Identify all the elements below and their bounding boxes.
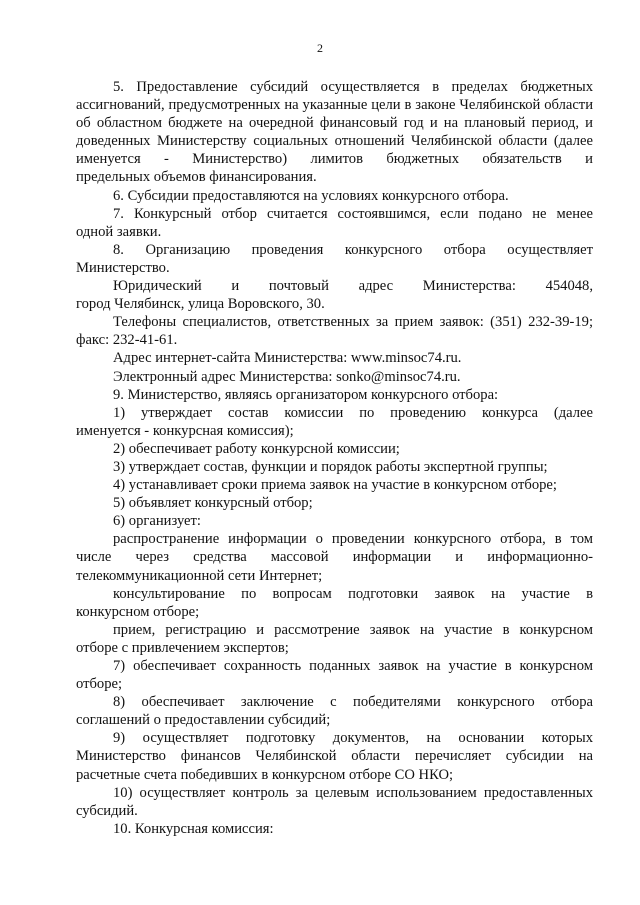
phones-end: факс: 232-41-61. — [76, 332, 178, 349]
item-8-end: соглашений о предоставлении субсидий; — [76, 712, 331, 729]
item-9-end: расчетные счета победивших в конкурсном отборе СО НКО; — [76, 766, 454, 783]
item-10-end: субсидий. — [76, 802, 138, 819]
item-2: 2) обеспечивает работу конкурсной комиссии; — [113, 440, 400, 457]
item-9-body: 9) осуществляет подготовку документов, на основании которых Министерство финансов Челябинской области перечисляет субсидии на — [76, 730, 593, 765]
item-6-distribution-body: распространение информации о проведении конкурсного отбора, в том числе через средства массовой информации и информационно- — [76, 531, 593, 566]
document-body — [76, 78, 593, 838]
item-6: 6) организует: — [113, 513, 201, 530]
paragraph-9: 9. Министерство, являясь организатором конкурсного отбора: — [113, 386, 499, 403]
paragraph-7-end: одной заявки. — [76, 223, 162, 240]
paragraph-8-body: 8. Организацию проведения конкурсного отбора осуществляет — [113, 241, 593, 258]
website-line: Адрес интернет-сайта Министерства: www.minsoc74.ru. — [113, 350, 462, 367]
item-6-reception-body: прием, регистрацию и рассмотрение заявок на участие в конкурсном — [113, 621, 593, 638]
item-5: 5) объявляет конкурсный отбор; — [113, 495, 313, 512]
item-6-reception-end: отборе с привлечением экспертов; — [76, 639, 289, 656]
item-3: 3) утверждает состав, функции и порядок работы экспертной группы; — [113, 458, 548, 475]
address-end: город Челябинск, улица Воровского, 30. — [76, 296, 325, 313]
item-7-body: 7) обеспечивает сохранность поданных заявок на участие в конкурсном — [113, 658, 593, 674]
paragraph-5-body: 5. Предоставление субсидий осуществляется в пределах бюджетных ассигнований, предусмотренных на указанные цели в законе Челябинской области об областном бюджете на очередной финансовый год и на плановый период, и доведенных Министерству социальных отношений Челябинской области (далее именуется - Министерство) лимитов бюджетных обязательств и — [76, 79, 593, 168]
item-1-end: именуется - конкурсная комиссия); — [76, 422, 294, 439]
item-1-body: 1) утверждает состав комиссии по проведению конкурса (далее — [113, 404, 593, 421]
item-7-end: отборе; — [76, 676, 123, 693]
item-6-distribution-end: телекоммуникационной сети Интернет; — [76, 567, 323, 584]
paragraph-8-end: Министерство. — [76, 259, 170, 276]
address-body: Юридический и почтовый адрес Министерства: 454048, — [113, 278, 593, 295]
paragraph-7-body: 7. Конкурсный отбор считается состоявшимся, если подано не менее — [113, 205, 593, 222]
item-4: 4) устанавливает сроки приема заявок на участие в конкурсном отборе; — [113, 477, 557, 494]
paragraph-6: 6. Субсидии предоставляются на условиях конкурсного отбора. — [113, 187, 509, 204]
phones-body: Телефоны специалистов, ответственных за прием заявок: (351) 232-39-19; — [113, 314, 593, 331]
email-line: Электронный адрес Министерства: sonko@minsoc74.ru. — [113, 368, 461, 385]
item-10-body: 10) осуществляет контроль за целевым использованием предоставленных — [113, 784, 593, 801]
item-6-consulting-body: консультирование по вопросам подготовки заявок на участие в — [113, 585, 593, 602]
page-number: 2 — [317, 41, 323, 55]
paragraph-10: 10. Конкурсная комиссия: — [113, 820, 274, 837]
paragraph-5-end: предельных объемов финансирования. — [76, 169, 317, 186]
item-8-body: 8) обеспечивает заключение с победителями конкурсного отбора — [113, 694, 593, 711]
item-6-consulting-end: конкурсном отборе; — [76, 603, 200, 620]
